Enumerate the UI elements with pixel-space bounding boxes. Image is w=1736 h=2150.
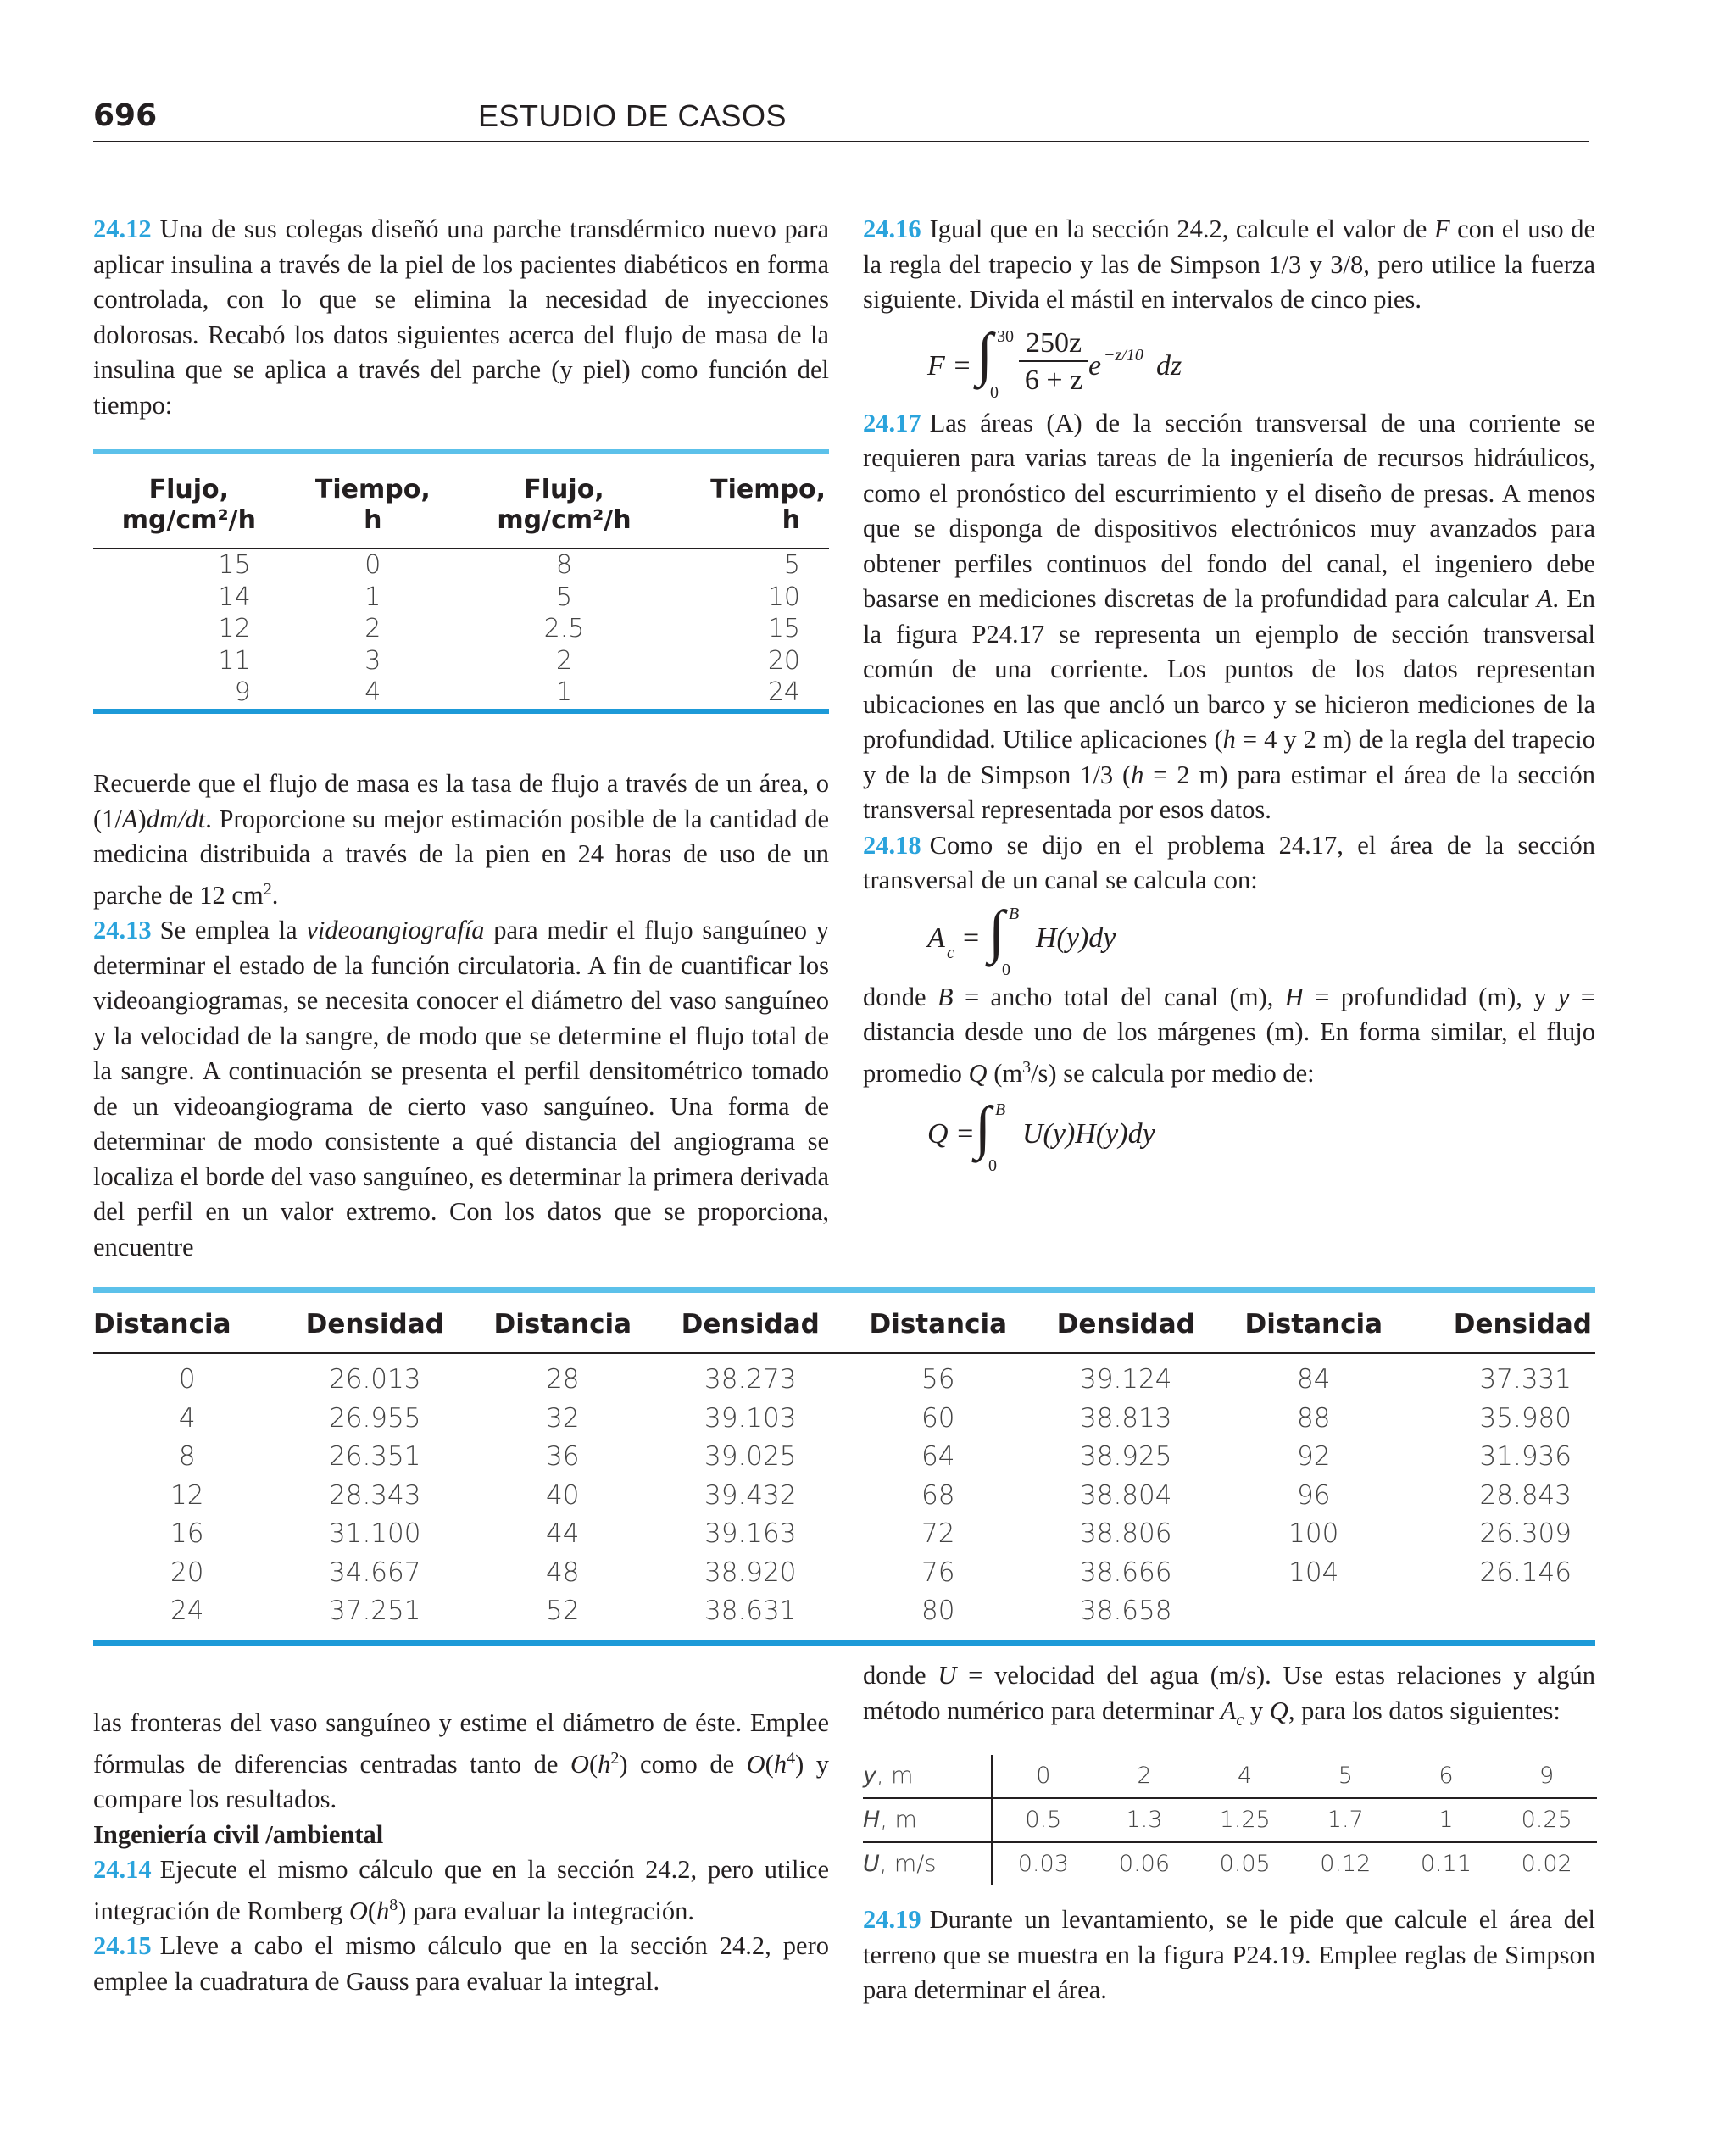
text-span: donde [863,1661,938,1690]
table-cell: 26.309 [1479,1518,1572,1549]
table-cell: 92 [1297,1441,1331,1472]
velocity-depth-table [863,1755,1597,1885]
eq-exp-base: e [1088,349,1102,382]
table-cell: 38.273 [704,1364,797,1395]
table-cell: 11 [218,645,251,676]
text-span: ) [137,804,147,833]
var-o: O [570,1749,589,1779]
table-cell: 1 [555,677,573,707]
superscript: 3 [1022,1057,1032,1077]
problem-number: 24.17 [863,408,921,437]
header-distancia: Distancia [1220,1293,1408,1353]
table-cell: 38.666 [1080,1557,1172,1588]
problem-24-13-cont: las fronteras del vaso sanguíneo y estime el diámetro de éste. Emplee fórmulas de diferencias centradas tanto de $O(h^2)$ como de $O(h^4)$ y compare los resultados. [93,1708,829,1814]
table-cell: 28 [546,1364,580,1395]
table-header-row [93,454,829,549]
var-h: h [1222,725,1236,754]
eq-equals: = [963,922,980,954]
density-profile-table [93,1287,1595,1646]
var-h: h [773,1749,787,1779]
table-cell: 26.146 [1479,1557,1572,1588]
text-span: = velocidad del agua (m/s). Use estas relaciones y algún método numérico para determinar [863,1661,1595,1725]
problem-number: 24.14 [93,1855,152,1885]
text-span: . En la figura P24.17 se representa un ejemplo de sección transversal común de una corriente. Los puntos de los datos representan ubicaciones en las que ancló un barco y se hicieron mediciones de la profundidad. Utilice aplicaciones ( [863,584,1595,754]
italic-term: videoangiografía [306,916,485,945]
text-span: = distancia desde uno de los márgenes (m). En forma similar, el flujo promedio [863,982,1595,1088]
table-cell: 48 [546,1557,580,1588]
table-cell: 56 [921,1364,955,1395]
table-cell: 1.7 [1295,1798,1396,1842]
problem-24-17 [863,406,1595,828]
text-span: , para los datos siguientes: [1288,1696,1561,1725]
var-a: A [1536,584,1553,613]
table-cell: 14 [218,582,251,612]
left-column-bottom [93,1706,829,1999]
eq-lhs: F = [927,349,972,382]
table-cell: 52 [546,1596,580,1626]
insulin-flux-table [93,449,829,714]
table-cell: 12 [218,614,251,643]
table-cell: 0.5 [992,1798,1094,1842]
var-h: h [1131,760,1144,789]
table-cell: 0.12 [1320,1851,1372,1878]
row-label-var: U [863,1851,880,1878]
table-cell: 15 [767,614,800,643]
header-distancia: Distancia [844,1293,1032,1353]
eq-upper-limit: B [1009,904,1020,923]
problem-number: 24.15 [93,1931,152,1961]
problem-24-12 [93,212,829,423]
table-cell: 5 [555,582,573,612]
table-cell: 5 [783,550,800,580]
eq-lhs: Q = [927,1118,975,1150]
table-cell: 39.432 [704,1479,797,1511]
table-cell: 32 [546,1402,580,1434]
eq-differential: dz [1156,349,1182,382]
integral-sign: ∫ [976,321,993,387]
table-cell [1408,1592,1596,1640]
header-distancia: Distancia [93,1293,281,1353]
header-densidad: Densidad [281,1293,470,1353]
var-o: O [348,1896,368,1925]
var-u: U [938,1661,957,1690]
superscript: 8 [389,1895,398,1914]
var-f: F [1433,214,1450,243]
table-cell: 1 [364,582,381,612]
table-row [863,1798,1597,1842]
row-label-unit: , m [880,1807,917,1834]
text-span: las fronteras del vaso sanguíneo y estime el diámetro de éste. Emplee fórmulas de diferencias centradas tanto de [93,1708,829,1779]
table-cell: 34.667 [329,1557,421,1588]
table-cell: 10 [767,582,800,612]
header-distancia: Distancia [469,1293,657,1353]
eq-lower-limit: 0 [990,382,999,402]
text-span: Lleve a cabo el mismo cálculo que en la sección 24.2, pero emplee la cuadratura de Gauss para evaluar la integral. [93,1931,829,1996]
table-cell: 12 [170,1479,204,1511]
table-cell: 31.100 [329,1518,421,1549]
table-cell: 0.11 [1420,1851,1472,1878]
text-span: Ejecute el mismo cálculo que en la sección 24.2, pero utilice integración de Romberg [93,1855,829,1925]
table-cell: 38.804 [1080,1479,1172,1511]
running-title: ESTUDIO DE CASOS [478,98,787,133]
table-cell: 44 [546,1518,580,1549]
table-cell: 28.343 [329,1479,421,1511]
problem-24-14: 24.14 Ejecute el mismo cálculo que en la sección 24.2, pero utilice integración de Romberg $O(h^8)$ para evaluar la integración. [93,1855,829,1925]
problem-number: 24.18 [863,830,921,860]
superscript: 2 [610,1748,620,1768]
text-span: donde [863,982,938,1011]
table-cell: 1.25 [1194,1798,1295,1842]
problem-24-18-tail [863,1658,1595,1738]
table-cell: 38.658 [1080,1596,1172,1626]
table-cell: 0 [992,1755,1094,1798]
table-cell: 20 [767,645,800,676]
table-cell: 37.331 [1479,1364,1572,1395]
table-cell: 39.163 [704,1518,797,1549]
eq-body: H(y)dy [1036,922,1116,954]
text-span: Como se dijo en el problema 24.17, el área de la sección transversal de un canal se calcula con: [863,830,1595,894]
superscript: 2 [263,879,272,899]
var-h: h [598,1749,611,1779]
var-o: O [746,1749,765,1779]
table-cell: 4 [178,1402,196,1434]
table-cell: 104 [1288,1557,1339,1588]
table-cell: 38.631 [704,1596,797,1626]
table-row [93,1477,1595,1516]
text-span: . Proporcione su mejor estimación posible de la cantidad de medicina distribuida a través de la pien en 24 horas de uso de un parche de 12 cm [93,804,829,910]
problem-number: 24.12 [93,214,152,243]
integral-sign: ∫ [975,1095,992,1161]
equation-force [863,318,1595,406]
page-number: 696 [93,98,158,133]
text-span: = 2 m) para estimar el área de la sección transversal representada por esos datos. [863,760,1595,824]
table-cell: 6 [1396,1755,1497,1798]
table-cell: 24 [767,677,800,707]
text-span: (m [987,1058,1023,1088]
table-cell: 5 [1295,1755,1396,1798]
table-row [93,677,829,709]
eq-subscript: c [947,943,954,962]
table-cell: 2 [364,614,381,643]
var-dmdt: dm/dt [146,804,206,833]
table-cell: 9 [234,677,251,707]
table-cell: 38.813 [1080,1402,1172,1434]
row-label [863,1842,992,1885]
text-span: = ancho total del canal (m), [953,982,1285,1011]
integral-sign: ∫ [988,899,1005,965]
table-header-row [93,1293,1595,1353]
table-cell: 26.351 [329,1441,421,1472]
var-b: B [937,982,954,1011]
table-cell: 2.5 [543,614,585,643]
table-cell: 39.025 [704,1441,797,1472]
table-cell: 36 [546,1441,580,1472]
table-cell: 35.980 [1479,1402,1572,1434]
problem-24-13 [93,913,829,1265]
eq-lower-limit: 0 [988,1156,997,1176]
table-cell: 28.843 [1479,1479,1572,1511]
table-cell: 60 [921,1402,955,1434]
table-cell: 88 [1297,1402,1331,1434]
table-cell: 1 [1396,1798,1497,1842]
table-cell: 20 [170,1557,204,1588]
table-cell: 37.251 [329,1596,421,1626]
text-span: Las áreas (A) de la sección transversal de una corriente se requieren para varias tareas de la ingeniería de recursos hidráulicos, como el pronóstico del escurrimiento y el diseño de presas. A menos que se disponga de dispositivos electrónicos muy avanzados para obtener perfiles continuos del fondo del canal, el ingeniero debe basarse en mediciones discretas de la profundidad para calcular [863,408,1595,613]
table-cell: 8 [178,1441,196,1472]
row-label-unit: , m [876,1763,914,1790]
problem-24-12-continued [93,766,829,1265]
table-cell: 96 [1297,1479,1331,1511]
eq-upper-limit: B [995,1100,1006,1120]
right-column-top [863,212,1595,1176]
table-cell: 0.05 [1219,1851,1271,1878]
table-cell: 0 [364,550,381,580]
text-span: ) como de [619,1749,747,1779]
section-title: Ingeniería civil /ambiental [93,1819,384,1849]
table-cell: 9 [1496,1755,1597,1798]
table-cell: 8 [555,550,573,580]
table-cell: 80 [921,1596,955,1626]
header-densidad: Densidad [1408,1293,1596,1353]
eq-lhs: A [927,922,945,954]
table-cell: 15 [218,550,251,580]
table-cell: 0 [178,1364,196,1395]
text-span: ) y compare los resultados. [93,1749,829,1814]
table-cell: 4 [1194,1755,1295,1798]
table-row [863,1842,1597,1885]
text-span: = profundidad (m), y [1303,982,1558,1011]
table-row [93,1554,1595,1593]
text-span: . [271,880,279,910]
table-cell: 1.3 [1094,1798,1195,1842]
equation-area [863,899,1595,980]
eq-denominator: 6 + z [1024,364,1083,396]
table-cell: 39.124 [1080,1364,1172,1395]
table-row [93,1515,1595,1554]
table-cell: 0.03 [1017,1851,1069,1878]
table-cell: 38.920 [704,1557,797,1588]
table-row [93,1592,1595,1640]
problem-text: Una de sus colegas diseñó una parche transdérmico nuevo para aplicar insulina a través de la piel de los pacientes diabéticos en forma controlada, con lo que se elimina la necesidad de inyecciones dolorosas. Recabó los datos siguientes acerca del flujo de masa de la insulina que se aplica a través del parche (y piel) como función del tiempo: [93,214,829,420]
row-label [863,1755,992,1798]
table-cell: 16 [170,1518,204,1549]
table-cell: 0.02 [1521,1851,1572,1878]
header-densidad: Densidad [657,1293,845,1353]
text-span: para medir el flujo sanguíneo y determinar el estado de la función circulatoria. A fin de cuantificar los videoangiogramas, se necesita conocer el diámetro del vaso sanguíneo y la velocidad de la sangre, de modo que se determine el flujo total de la sangre. A continuación se presenta el perfil densitométrico tomado de un videoangiograma de cierto vaso sanguíneo. Una forma de determinar de modo consistente a qué distancia del angiograma se localiza el borde del vaso sanguíneo, es determinar la primera derivada del perfil en un valor extremo. Con los datos que se proporciona, encuentre [93,916,829,1262]
table-cell: 31.936 [1479,1441,1572,1472]
problem-24-18 [863,828,1595,899]
table-row [93,1400,1595,1439]
table-cell: 0.06 [1118,1851,1171,1878]
problem-24-16 [863,212,1595,318]
table-cell: 26.013 [329,1364,421,1395]
row-label [863,1798,992,1842]
problem-number: 24.16 [863,214,921,243]
text-span: y [1244,1696,1270,1725]
page-header [93,95,1589,142]
text-span: Durante un levantamiento, se le pide que calcule el área del terreno que se muestra en la figura P24.19. Emplee reglas de Simpson para determinar el área. [863,1905,1595,2005]
row-label-unit: , m/s [879,1851,937,1878]
var-h: h [376,1896,390,1925]
header-flujo-2: Flujo, mg/cm²/h [461,454,667,549]
table-cell: 40 [546,1479,580,1511]
eq-exponent: −z/10 [1104,345,1143,365]
header-densidad: Densidad [1032,1293,1221,1353]
header-tiempo-1: Tiempo, h [285,454,461,549]
var-q: Q [1269,1696,1288,1725]
table-cell: 3 [364,645,381,676]
right-column-bottom [863,1658,1595,2008]
table-cell: 76 [921,1557,955,1588]
superscript: 4 [787,1748,796,1768]
table-cell: 84 [1297,1364,1331,1395]
table-cell: 24 [170,1596,204,1626]
header-flujo-1: Flujo, mg/cm²/h [93,454,285,549]
text-span: ) para evaluar la integración. [398,1896,694,1925]
table-cell: 2 [1094,1755,1195,1798]
table-cell: 26.955 [329,1402,421,1434]
table-cell: 38.806 [1080,1518,1172,1549]
table-row [863,1755,1597,1798]
text-span: = 4 y 2 m) de la regla del trapecio y de la de Simpson 1/3 ( [863,725,1595,789]
row-label-var: y [863,1763,876,1790]
problem-number: 24.19 [863,1905,921,1935]
table-cell: 4 [364,677,381,707]
text-span: con el uso de la regla del trapecio y las de Simpson 1/3 y 3/8, pero utilice la fuerza siguiente. Divida el mástil en intervalos de cinco pies. [863,214,1595,314]
table-cell: 38.925 [1080,1441,1172,1472]
equation-flow [863,1091,1595,1176]
var-y: y [1557,982,1570,1011]
header-tiempo-2: Tiempo, h [667,454,829,549]
var-a: A [1220,1696,1237,1725]
var-h: H [1284,982,1304,1011]
table-cell: 0.25 [1496,1798,1597,1842]
table-row [93,1438,1595,1477]
table-cell: 64 [921,1441,955,1472]
text-span: Igual que en la sección 24.2, calcule el valor de [929,214,1434,243]
table-cell [1220,1592,1408,1640]
var-q: Q [968,1058,988,1088]
table-row [93,1353,1595,1400]
table-cell: 72 [921,1518,955,1549]
table-cell: 100 [1288,1518,1339,1549]
row-label-var: H [863,1807,881,1834]
problem-24-18-cont [863,980,1595,1092]
subscript: c [1236,1710,1244,1729]
text-span: /s) se calcula por medio de: [1031,1058,1315,1088]
eq-lower-limit: 0 [1002,960,1010,979]
eq-body: U(y)H(y)dy [1022,1118,1155,1150]
text-span: Recuerde que el flujo de masa es la tasa de flujo a través de un área, o (1/ [93,769,829,833]
text-span: Se emplea la [159,916,307,945]
problem-24-19 [863,1902,1595,2008]
table-row [93,645,829,677]
table-cell: 2 [555,645,573,676]
eq-numerator: 250z [1019,326,1088,362]
table-row [93,582,829,614]
var-a: A [121,804,138,833]
table-cell: 68 [921,1479,955,1511]
table-row [93,613,829,645]
table-row [93,549,829,582]
table-cell: 39.103 [704,1402,797,1434]
eq-upper-limit: 30 [997,326,1014,346]
problem-24-15 [93,1929,829,1999]
problem-number: 24.13 [93,916,152,945]
